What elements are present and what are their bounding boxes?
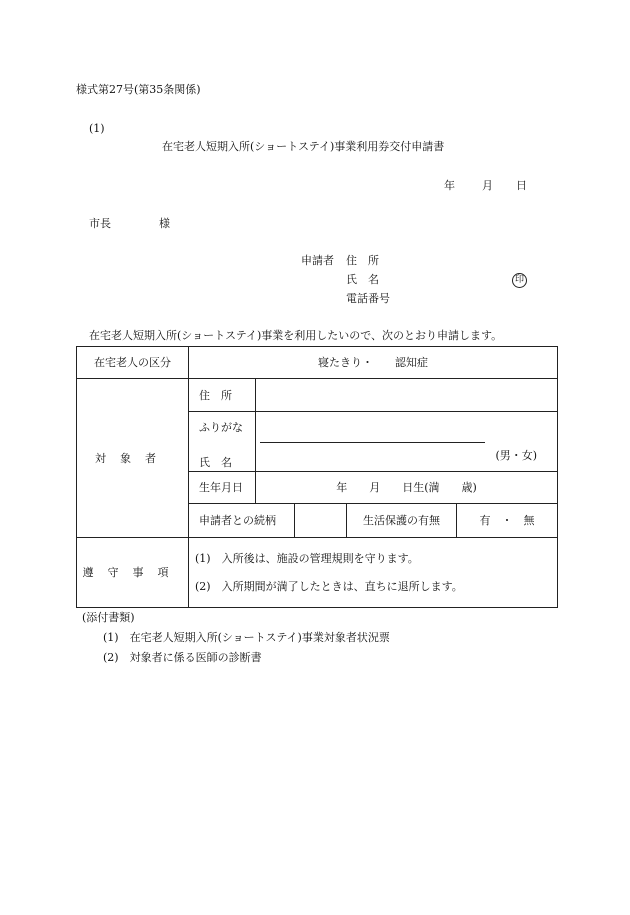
category-value: 寝たきり・ 認知症 <box>189 347 558 379</box>
date-day: 日 <box>516 179 527 192</box>
subject-name-label: 氏 名 <box>199 456 232 469</box>
addressee-mayor: 市長 <box>89 217 111 230</box>
rules-list <box>189 538 558 608</box>
applicant-address-label: 住 所 <box>346 254 379 267</box>
welfare-label: 生活保護の有無 <box>347 504 457 538</box>
application-table <box>76 346 558 608</box>
subject-label: 対象者 <box>77 379 189 538</box>
welfare-value: 有 ・ 無 <box>457 504 558 538</box>
applicant-name-label: 氏 名 <box>346 273 379 286</box>
gender-choice: (男・女) <box>495 449 538 462</box>
attachment-item: (1) 在宅老人短期入所(ショートステイ)事業対象者状況票 <box>103 631 390 644</box>
date-month: 月 <box>482 179 493 192</box>
addressee-honorific: 様 <box>159 217 170 230</box>
relation-field[interactable] <box>295 504 347 538</box>
form-number: 様式第27号(第35条関係) <box>76 83 201 96</box>
applicant-label: 申請者 <box>301 254 334 267</box>
relation-label: 申請者との続柄 <box>189 504 295 538</box>
rules-label: 遵守事項 <box>77 538 189 608</box>
category-label: 在宅老人の区分 <box>77 347 189 379</box>
section-number: (1) <box>89 122 105 135</box>
attachments-heading: (添付書類) <box>82 611 135 624</box>
rule-item: (2) 入所期間が満了したときは、直ちに退所します。 <box>195 580 463 593</box>
document-title: 在宅老人短期入所(ショートステイ)事業利用券交付申請書 <box>162 140 445 153</box>
birth-label: 生年月日 <box>189 472 256 504</box>
subject-name-labels <box>189 412 256 472</box>
furigana-label: ふりがな <box>199 421 243 434</box>
birth-value: 年 月 日生(満 歳) <box>256 472 558 504</box>
rule-item: (1) 入所後は、施設の管理規則を守ります。 <box>195 552 419 565</box>
subject-address-field[interactable] <box>256 379 558 412</box>
intro-text: 在宅老人短期入所(ショートステイ)事業を利用したいので、次のとおり申請します。 <box>89 329 503 342</box>
subject-address-label: 住 所 <box>189 379 256 412</box>
date-year: 年 <box>444 179 455 192</box>
applicant-phone-label: 電話番号 <box>346 292 390 305</box>
furigana-underline <box>260 442 485 443</box>
seal-icon: 印 <box>512 273 527 288</box>
attachment-item: (2) 対象者に係る医師の診断書 <box>103 651 262 664</box>
